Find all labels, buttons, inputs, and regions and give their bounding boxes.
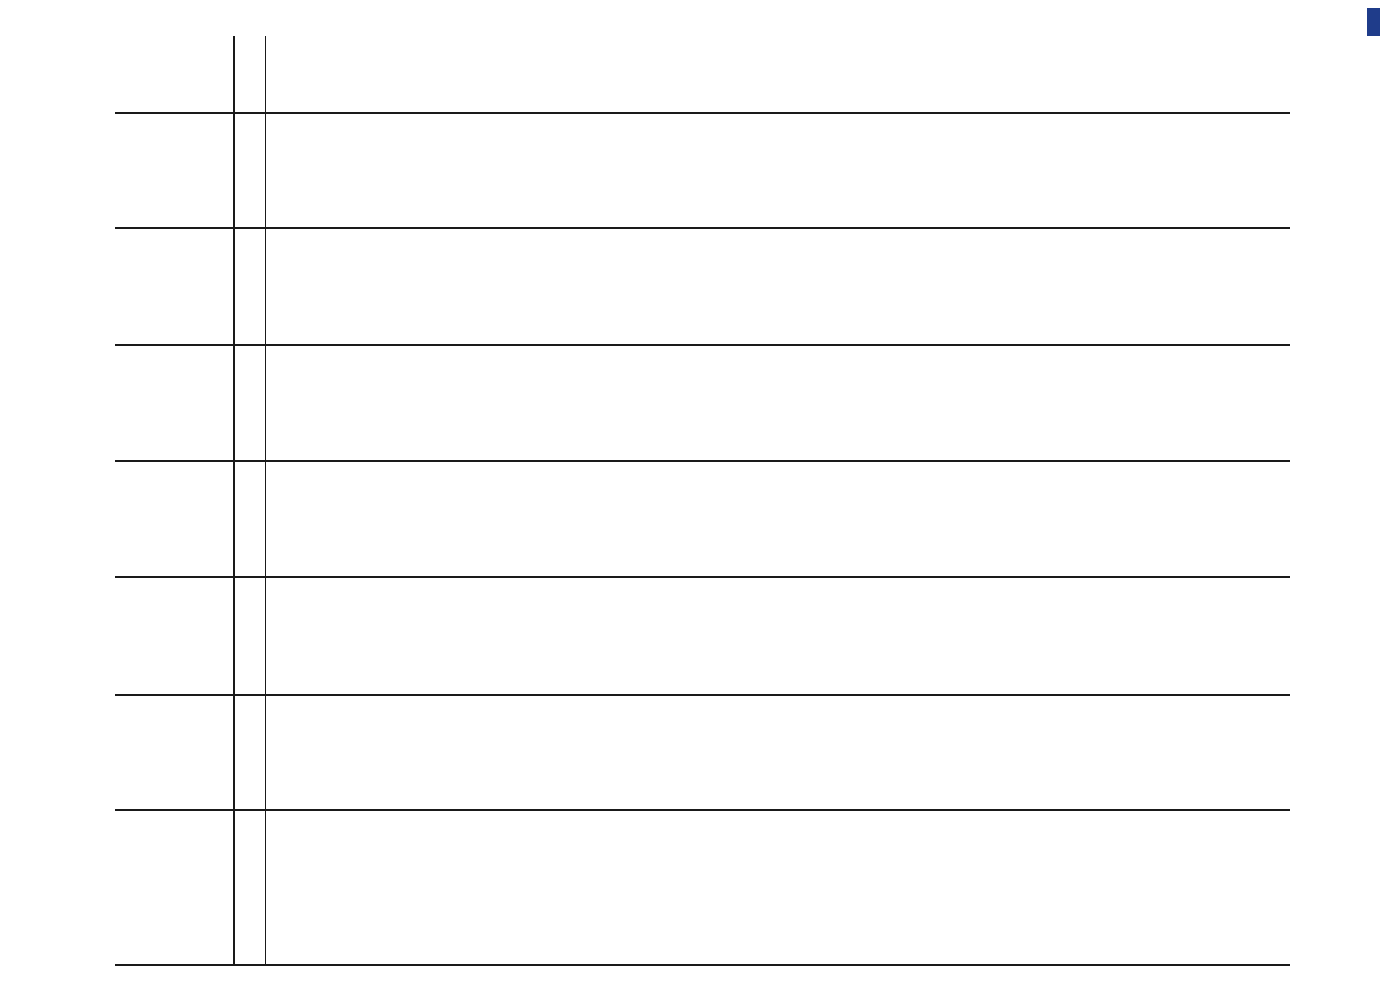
revenue-table <box>115 36 1290 966</box>
header-rule <box>233 36 235 966</box>
index-rule <box>265 36 266 966</box>
table-left-rule <box>115 964 1290 966</box>
column-rule <box>115 344 1290 346</box>
column-rule <box>115 694 1290 696</box>
column-rule <box>115 227 1290 229</box>
column-rule <box>115 809 1290 811</box>
column-rule <box>115 112 1290 114</box>
dfg-logo <box>1367 8 1380 36</box>
column-rule <box>115 460 1290 462</box>
column-rule <box>115 576 1290 578</box>
